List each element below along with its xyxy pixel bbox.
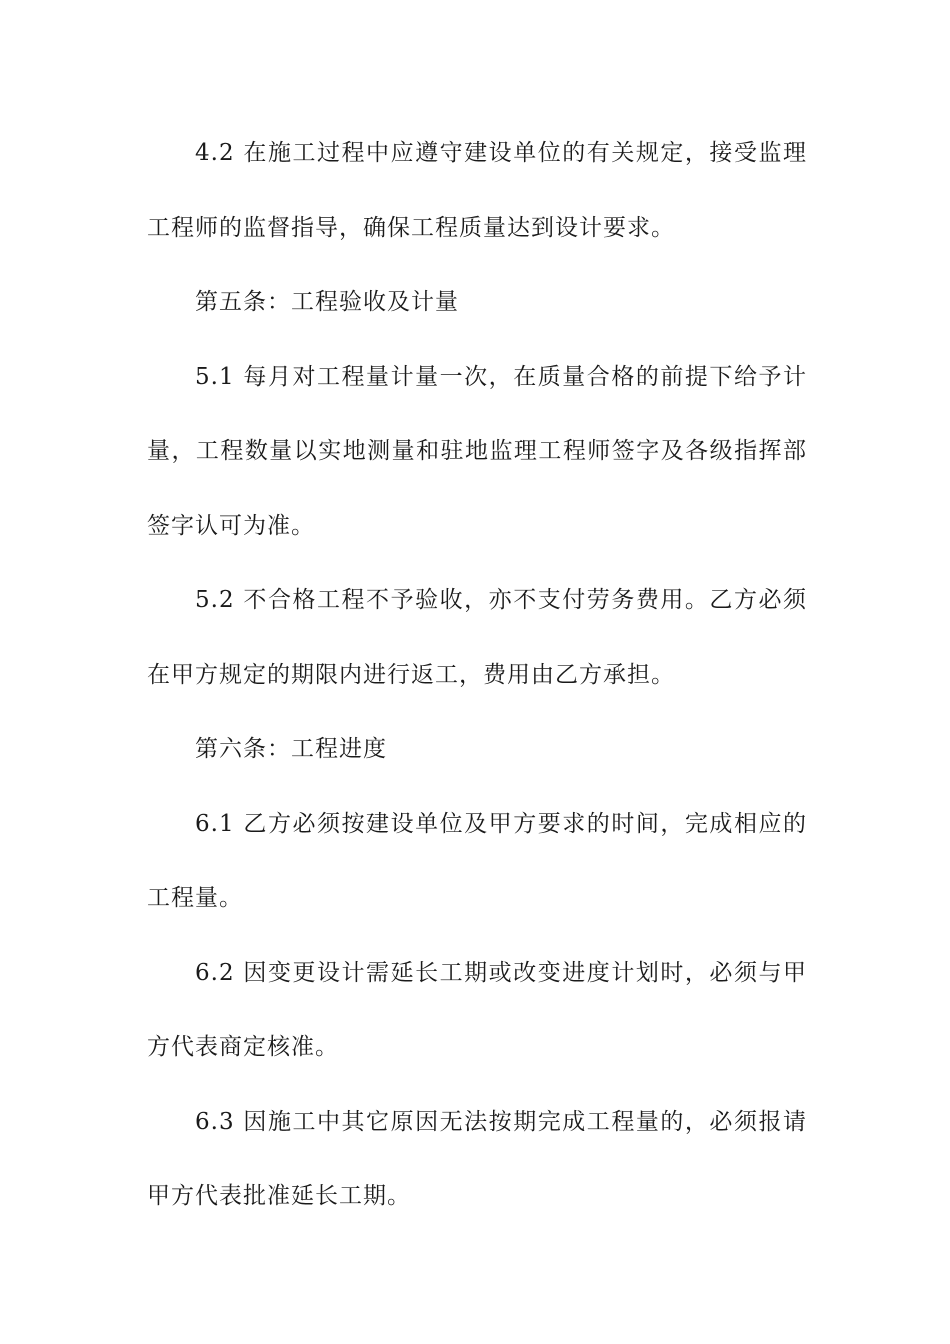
clause-6-2-line-1: 6.2 因变更设计需延长工期或改变进度计划时，必须与甲 <box>195 960 807 986</box>
clause-6-2-line-2: 方代表商定核准。 <box>147 1034 339 1060</box>
clause-5-1-line-1: 5.1 每月对工程量计量一次，在质量合格的前提下给予计 <box>195 364 807 390</box>
clause-6-1-line-2: 工程量。 <box>147 885 243 911</box>
article-6-heading: 第六条：工程进度 <box>195 736 387 762</box>
clause-4-2-line-1: 4.2 在施工过程中应遵守建设单位的有关规定，接受监理 <box>195 140 807 166</box>
clause-5-2-line-1: 5.2 不合格工程不予验收，亦不支付劳务费用。乙方必须 <box>195 587 807 613</box>
clause-5-2-line-2: 在甲方规定的期限内进行返工，费用由乙方承担。 <box>147 662 675 688</box>
clause-5-1-line-2: 量，工程数量以实地测量和驻地监理工程师签字及各级指挥部 <box>147 438 807 464</box>
clause-6-3-line-2: 甲方代表批准延长工期。 <box>147 1183 411 1209</box>
clause-6-3-line-1: 6.3 因施工中其它原因无法按期完成工程量的，必须报请 <box>195 1109 807 1135</box>
clause-4-2-line-2: 工程师的监督指导，确保工程质量达到设计要求。 <box>147 215 675 241</box>
article-5-heading: 第五条：工程验收及计量 <box>195 289 459 315</box>
clause-5-1-line-3: 签字认可为准。 <box>147 513 315 539</box>
clause-6-1-line-1: 6.1 乙方必须按建设单位及甲方要求的时间，完成相应的 <box>195 811 807 837</box>
